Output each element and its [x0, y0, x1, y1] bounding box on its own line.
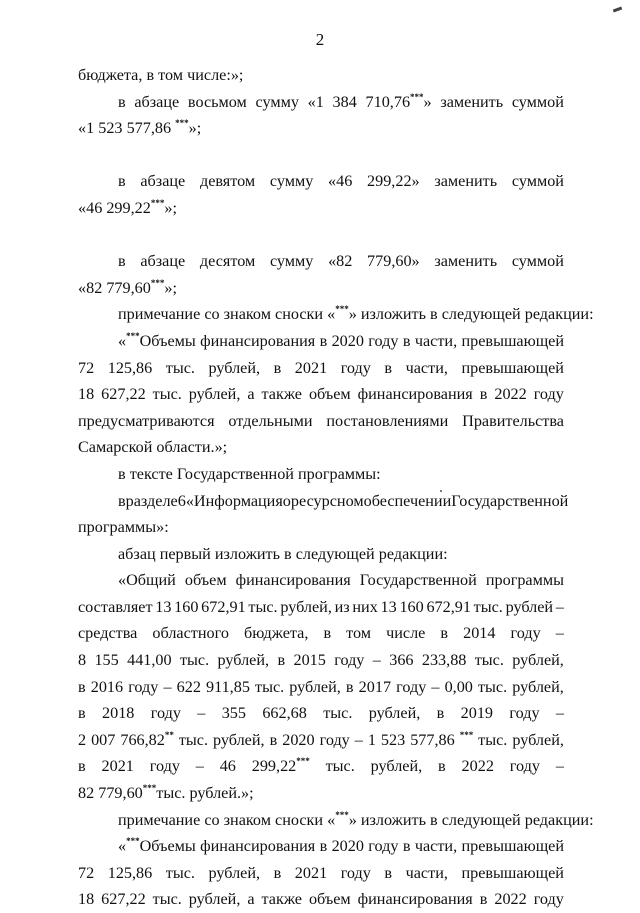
word: в: [78, 704, 86, 723]
word: в: [118, 172, 126, 191]
word: –: [354, 730, 363, 749]
word: сумму: [269, 252, 314, 271]
word: 299,22»: [367, 172, 420, 191]
word: числе: [386, 624, 426, 643]
word: 18: [78, 385, 95, 404]
word: в: [273, 358, 282, 377]
text-line: [78, 886, 564, 913]
line-text: примечание со знаком сноски «***» изложить в следующей редакции:: [118, 304, 594, 324]
word: –: [163, 677, 172, 696]
word: 160: [174, 597, 199, 616]
word: –: [555, 624, 564, 643]
word: рублей,: [208, 863, 261, 882]
word: из: [334, 597, 350, 616]
word: Правительства: [462, 411, 564, 430]
word: превышающей: [461, 863, 564, 882]
word: тыс.: [248, 597, 278, 616]
word: году: [509, 704, 540, 723]
word: абзаце: [140, 172, 186, 191]
word: объем: [308, 890, 351, 909]
text-line: [78, 674, 564, 701]
word: 2016: [90, 677, 124, 696]
word: 125,86: [107, 358, 153, 377]
word: –: [555, 704, 564, 723]
word: году: [510, 624, 541, 643]
word: 779,60»: [367, 252, 420, 271]
word: 2018: [102, 704, 135, 723]
word: году: [319, 730, 350, 749]
word: в: [440, 624, 449, 643]
word: абзаце: [134, 92, 180, 111]
word: суммой: [511, 92, 564, 111]
word: 523: [380, 730, 406, 749]
word: разделе: [125, 491, 178, 510]
word: объем: [184, 571, 227, 590]
word: 2021: [101, 757, 134, 776]
word: о: [282, 491, 291, 510]
word: –: [195, 757, 204, 776]
word: 160: [399, 597, 424, 616]
word: в: [384, 863, 393, 882]
line-text: программы»:: [78, 518, 169, 537]
word: девятом: [199, 172, 256, 191]
word: заменить: [434, 172, 498, 191]
text-line: [78, 620, 564, 647]
word: рублей,: [280, 597, 332, 616]
text-line: [78, 594, 564, 621]
word: тыс.: [152, 890, 182, 909]
word: –: [555, 597, 564, 616]
word: ресурсном: [290, 491, 364, 510]
word: 662,68: [262, 704, 307, 723]
word: 441,00: [127, 651, 172, 670]
word: тыс.: [473, 597, 503, 616]
word: превышающей: [461, 331, 564, 350]
word: тыс.: [152, 385, 182, 404]
word: десятом: [199, 252, 256, 271]
word: 2020: [282, 730, 315, 749]
word: объем: [308, 385, 351, 404]
word: абзаце: [140, 252, 186, 271]
text-line: [78, 355, 564, 382]
text-line: [78, 753, 564, 780]
text-line: [78, 833, 564, 860]
text-line: [78, 488, 569, 515]
text-line: [78, 567, 564, 594]
word: 13: [155, 597, 172, 616]
page-number: 2: [315, 30, 325, 49]
word: 8: [78, 651, 87, 670]
word: сумму: [255, 92, 299, 111]
word: части,: [405, 863, 448, 882]
word: тыс.: [323, 704, 353, 723]
line-text: Самарской области.»;: [78, 438, 228, 457]
word: в: [277, 651, 286, 670]
word: 2022: [494, 385, 527, 404]
word: рублей,: [512, 730, 564, 749]
word: 2017: [358, 677, 392, 696]
word: в: [402, 331, 411, 350]
word: рублей,: [289, 677, 341, 696]
text-line: [78, 248, 564, 275]
word: «1: [307, 92, 324, 111]
word: –: [555, 757, 564, 776]
word: тыс.: [165, 358, 195, 377]
word: финансирования: [357, 385, 473, 404]
word: в: [345, 677, 354, 696]
word: 72: [78, 358, 95, 377]
word: рублей,: [188, 890, 241, 909]
text-line: [78, 780, 564, 807]
line-text: «46 299,22***»;: [78, 197, 177, 217]
word: 13: [380, 597, 397, 616]
word: финансирования: [357, 890, 473, 909]
word: тыс.: [325, 757, 355, 776]
word: 672,91: [426, 597, 471, 616]
word: 2020: [331, 837, 364, 856]
word: части,: [405, 358, 448, 377]
word: рублей,: [208, 358, 261, 377]
word: а: [247, 890, 255, 909]
word: суммой: [511, 252, 564, 271]
word: рублей: [505, 597, 554, 616]
word: «Информация: [185, 491, 283, 510]
word: них: [352, 597, 378, 616]
word: 007: [91, 730, 116, 749]
word: Государственной: [451, 491, 569, 510]
word: в: [319, 837, 328, 856]
word: в: [479, 385, 488, 404]
word: сумму: [269, 172, 314, 191]
word: 6: [177, 491, 186, 510]
word: а: [247, 385, 255, 404]
text-line: [78, 89, 564, 116]
text-line: [78, 514, 564, 541]
word: суммой: [511, 172, 564, 191]
word: году: [340, 358, 371, 377]
word: –: [431, 677, 440, 696]
word: в: [78, 677, 86, 696]
word: части,: [414, 837, 458, 856]
word: году: [149, 757, 180, 776]
word: в: [269, 730, 278, 749]
word: также: [261, 890, 302, 909]
word: году: [150, 704, 181, 723]
word: в: [118, 491, 126, 510]
text-line: [78, 541, 564, 568]
line-text: абзац первый изложить в следующей редакции:: [118, 544, 448, 563]
text-line: [78, 434, 564, 461]
word: предусматриваются: [78, 411, 215, 430]
word: 355: [221, 704, 246, 723]
text-line: [78, 275, 564, 302]
word: тыс.: [179, 651, 210, 670]
word: рублей,: [368, 704, 421, 723]
word: рублей,: [512, 677, 564, 696]
text-line: [78, 62, 564, 89]
word: обеспечении: [363, 491, 452, 510]
word: 72: [78, 863, 95, 882]
word: 155: [94, 651, 119, 670]
word: в: [384, 358, 393, 377]
word: в: [78, 757, 86, 776]
word: 672,91: [201, 597, 246, 616]
word: тыс.: [255, 677, 285, 696]
word: 2022: [494, 890, 527, 909]
word: 2020: [331, 331, 364, 350]
line-text: 82 779,60***тыс. рублей.»;: [78, 783, 254, 803]
word: 0,00: [444, 677, 473, 696]
word: в: [479, 890, 488, 909]
word: году: [340, 863, 371, 882]
word: программы: [485, 571, 564, 590]
word: «***Объемы: [118, 330, 196, 350]
word: заменить: [440, 92, 504, 111]
word: 233,88: [421, 651, 467, 670]
word: –: [197, 704, 206, 723]
text-line: [78, 381, 564, 408]
word: 1: [367, 730, 376, 749]
word: году: [368, 331, 399, 350]
word: 2022: [461, 757, 494, 776]
text-line: [78, 700, 564, 727]
text-line: [78, 328, 564, 355]
word: в: [118, 252, 126, 271]
word: финансирования: [200, 837, 316, 856]
word: рублей,: [188, 385, 241, 404]
word: году: [533, 890, 564, 909]
text-line: [78, 168, 564, 195]
line-text: в тексте Государственной программы:: [118, 464, 381, 483]
word: «46: [328, 172, 353, 191]
line-text: «82 779,60***»;: [78, 277, 177, 297]
word: в: [273, 863, 282, 882]
word: восьмом: [187, 92, 247, 111]
document-body: [78, 62, 594, 913]
word: рублей,: [512, 651, 564, 670]
word: 384: [332, 92, 357, 111]
text-line: [78, 860, 564, 887]
paragraph-gap: [78, 142, 564, 169]
text-line: [78, 195, 564, 222]
word: ***: [459, 729, 474, 740]
word: в: [402, 837, 411, 856]
word: году: [396, 677, 427, 696]
word: году: [533, 385, 564, 404]
word: тыс.: [178, 730, 209, 749]
word: году: [334, 651, 365, 670]
word: тыс.: [477, 677, 508, 696]
word: составляет: [78, 597, 153, 616]
word: в: [323, 624, 332, 643]
word: финансирования: [235, 571, 351, 590]
word: тыс.: [165, 863, 195, 882]
word: финансирования: [200, 331, 316, 350]
word: 18: [78, 890, 95, 909]
word: 710,76***»: [365, 91, 432, 111]
word: рублей,: [213, 730, 265, 749]
word: также: [261, 385, 302, 404]
text-line: [78, 408, 564, 435]
scan-mark: [613, 7, 622, 13]
word: «Общий: [118, 571, 176, 590]
word: рублей,: [370, 757, 423, 776]
word: превышающей: [461, 358, 564, 377]
word: 2021: [294, 863, 328, 882]
word: тыс.: [474, 651, 504, 670]
word: 911,85: [206, 677, 250, 696]
word: в: [438, 757, 446, 776]
word: 125,86: [107, 863, 153, 882]
text-line: [78, 647, 564, 674]
word: том: [346, 624, 372, 643]
word: заменить: [434, 252, 498, 271]
word: 299,22***: [251, 756, 310, 776]
word: 766,82**: [120, 729, 174, 749]
word: «***Объемы: [118, 836, 196, 856]
word: 2015: [293, 651, 326, 670]
word: году: [509, 757, 540, 776]
paragraph-gap: [78, 222, 564, 249]
word: –: [372, 651, 381, 670]
word: рублей,: [217, 651, 270, 670]
word: 622: [176, 677, 201, 696]
word: 2021: [294, 358, 328, 377]
word: году: [368, 837, 399, 856]
text-line: [78, 461, 564, 488]
text-line: [78, 301, 594, 328]
word: бюджета,: [244, 624, 309, 643]
word: тыс.: [478, 730, 508, 749]
word: отдельными: [228, 411, 313, 430]
line-text: примечание со знаком сноски «***» изложить в следующей редакции:: [118, 809, 594, 829]
line-text: «1 523 577,86 ***»;: [78, 118, 202, 138]
word: областного: [152, 624, 229, 643]
word: 366: [389, 651, 414, 670]
word: в: [319, 331, 328, 350]
word: в: [118, 92, 126, 111]
scan-dot: [440, 490, 442, 492]
word: Государственной: [359, 571, 477, 590]
word: в: [436, 704, 445, 723]
word: части,: [414, 331, 458, 350]
word: 627,22: [101, 385, 146, 404]
word: постановлениями: [326, 411, 449, 430]
text-line: [78, 115, 564, 142]
word: «82: [328, 252, 353, 271]
text-line: [78, 807, 594, 834]
word: средства: [78, 624, 138, 643]
word: 2014: [463, 624, 496, 643]
word: 627,22: [101, 890, 146, 909]
word: 46: [219, 757, 236, 776]
word: 2019: [460, 704, 494, 723]
word: 2: [78, 730, 87, 749]
word: году: [128, 677, 159, 696]
word: превышающей: [461, 837, 564, 856]
word: 577,86: [410, 730, 455, 749]
line-text: бюджета, в том числе:»;: [78, 66, 244, 84]
text-line: [78, 727, 564, 754]
